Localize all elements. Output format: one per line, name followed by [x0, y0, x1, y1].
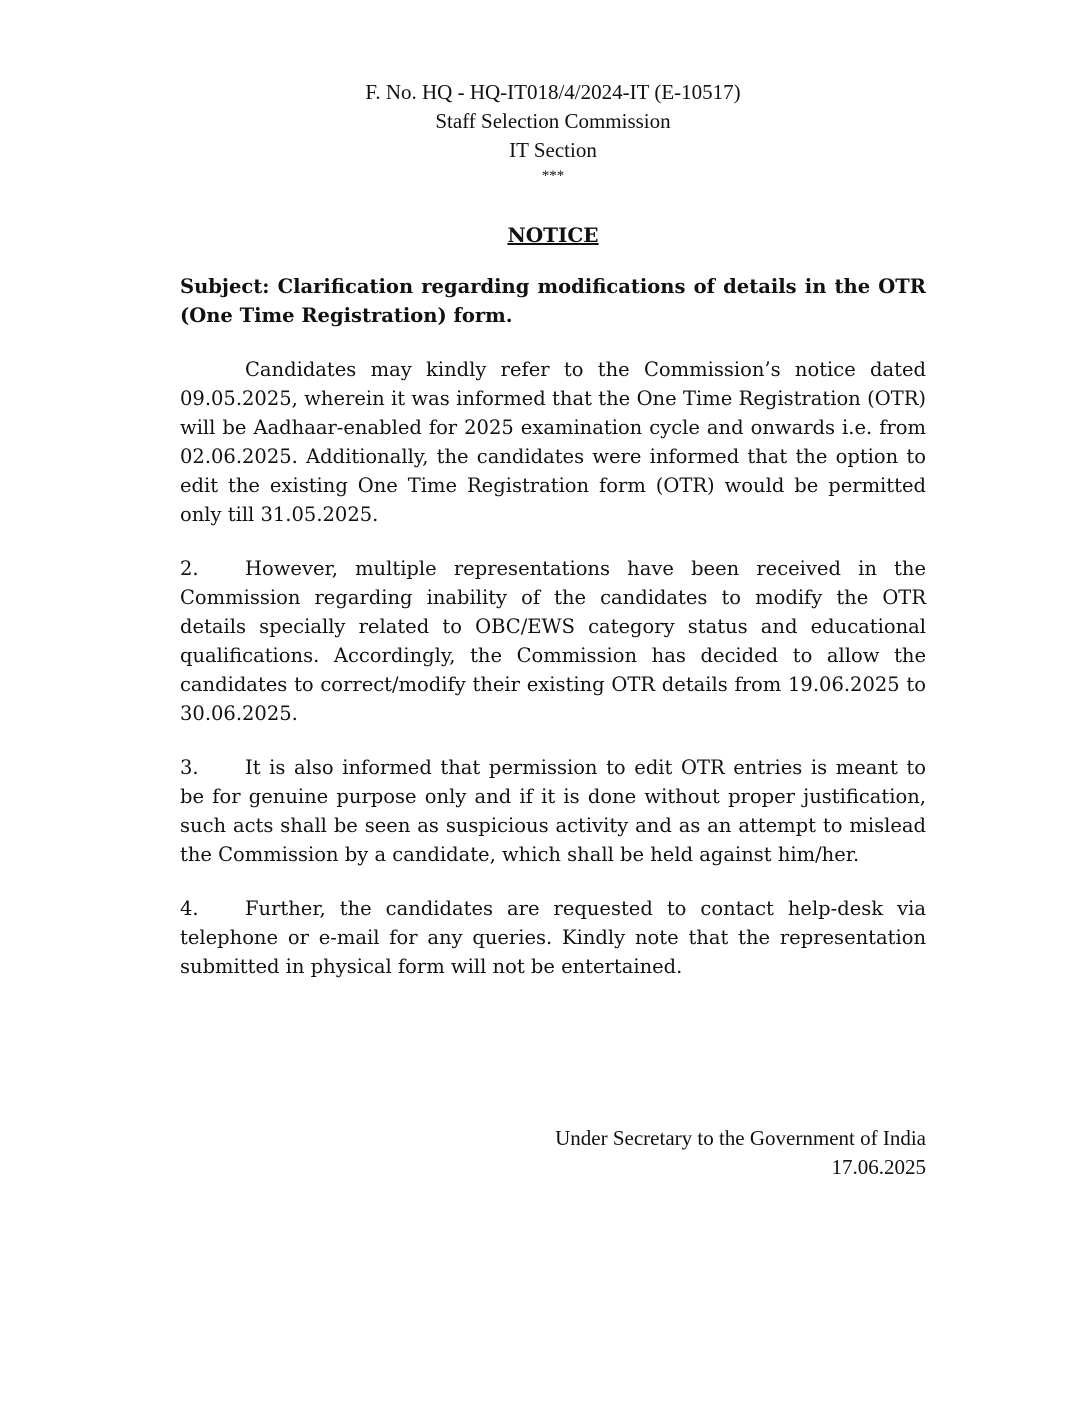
paragraph-number: 3.	[180, 756, 199, 779]
paragraph-text: It is also informed that permission to edit OTR entries is meant to be for genuine purpose only and if it is done without proper justification, such acts shall be seen as suspicious activity and as an attempt to mislead the Commission by a candidate, which shall be held against him/her.	[180, 756, 926, 866]
file-number: F. No. HQ - HQ-IT018/4/2024-IT (E-10517)	[365, 80, 741, 104]
paragraph-text: Candidates may kindly refer to the Commission’s notice dated 09.05.2025, wherein it was informed that the One Time Registration (OTR) will be Aadhaar-enabled for 2025 examination cycle and onwards i.e. from 02.06.2025. Additionally, the candidates were informed that the option to edit the existing One Time Registration form (OTR) would be permitted only till 31.05.2025.	[180, 358, 926, 526]
paragraph-text: However, multiple representations have been received in the Commission regarding inability of the candidates to modify the OTR details specially related to OBC/EWS category status and educational qualifications. Accordingly, the Commission has decided to allow the candidates to correct/modify their existing OTR details from 19.06.2025 to 30.06.2025.	[180, 557, 926, 725]
signature-block	[555, 1124, 926, 1182]
organization-name: Staff Selection Commission	[435, 109, 671, 133]
signatory-designation: Under Secretary to the Government of India	[555, 1126, 926, 1150]
paragraph-2	[180, 554, 926, 728]
letter-header	[180, 78, 926, 187]
paragraph-text: Further, the candidates are requested to contact help-desk via telephone or e-mail for any queries. Kindly note that the representation submitted in physical form will not be entertained.	[180, 897, 926, 978]
paragraph-number: 2.	[180, 557, 199, 580]
notice-document	[180, 78, 926, 981]
section-name: IT Section	[509, 138, 597, 162]
paragraph-4	[180, 894, 926, 981]
paragraph-3	[180, 753, 926, 869]
notice-title: NOTICE	[507, 223, 599, 247]
signature-date: 17.06.2025	[831, 1155, 926, 1179]
paragraph-1	[180, 355, 926, 529]
header-separator: ***	[541, 168, 565, 184]
paragraph-number: 4.	[180, 897, 199, 920]
subject-line: Subject: Clarification regarding modifications of details in the OTR (One Time Registration) form.	[180, 275, 926, 327]
